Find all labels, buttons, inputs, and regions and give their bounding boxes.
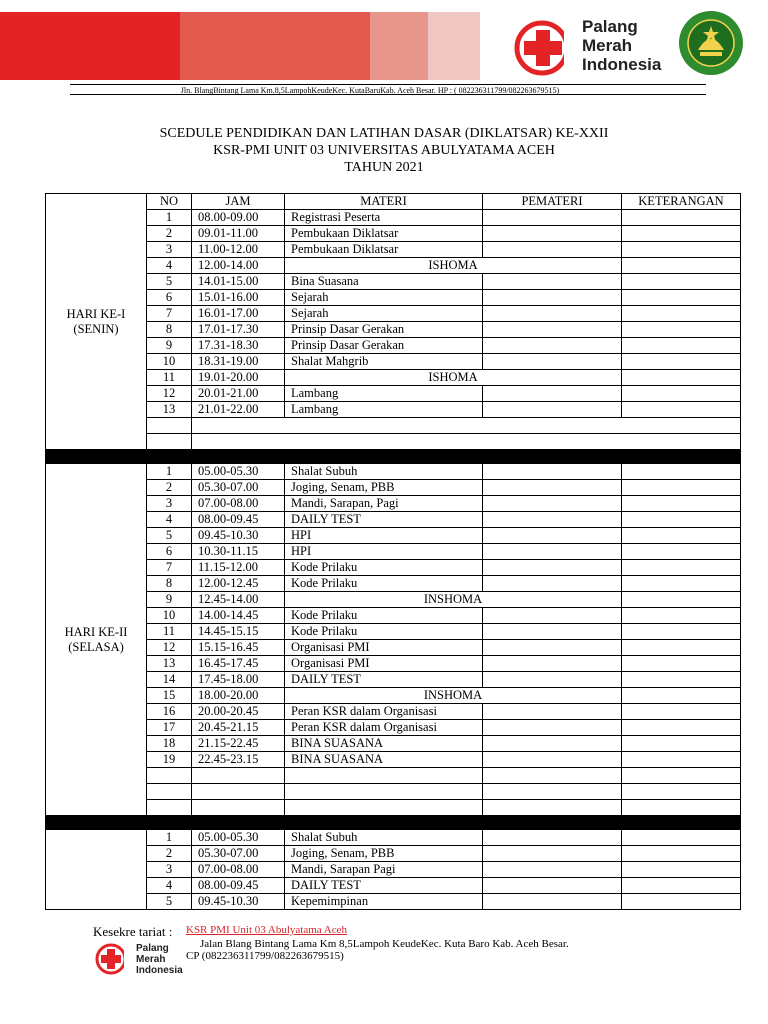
cell-pemateri bbox=[483, 528, 622, 544]
column-header-no: NO bbox=[147, 194, 192, 210]
cell-pemateri bbox=[483, 290, 622, 306]
header-band-salmon bbox=[370, 12, 428, 80]
cell-empty bbox=[483, 784, 622, 800]
cell-jam: 21.15-22.45 bbox=[192, 736, 285, 752]
day-separator bbox=[46, 450, 741, 464]
cell-no: 1 bbox=[147, 464, 192, 480]
cell-jam: 08.00-09.00 bbox=[192, 210, 285, 226]
cell-keterangan bbox=[622, 210, 741, 226]
day-label-title: HARI KE-I bbox=[66, 306, 126, 321]
table-row bbox=[46, 720, 741, 736]
footer-address: Jalan Blang Bintang Lama Km 8,5Lampoh KeudeKec. Kuta Baro Kab. Aceh Besar. bbox=[200, 938, 569, 950]
header-band-coral bbox=[180, 12, 370, 80]
cell-no: 10 bbox=[147, 608, 192, 624]
cell-materi: BINA SUASANA bbox=[285, 736, 483, 752]
table-row bbox=[46, 704, 741, 720]
cell-no: 8 bbox=[147, 322, 192, 338]
cell-materi: BINA SUASANA bbox=[285, 752, 483, 768]
column-header-keterangan: KETERANGAN bbox=[622, 194, 741, 210]
cell-keterangan bbox=[622, 386, 741, 402]
cell-empty bbox=[147, 768, 192, 784]
pmi-logo-text-1: Palang bbox=[582, 17, 638, 36]
table-row bbox=[46, 290, 741, 306]
cell-jam: 14.01-15.00 bbox=[192, 274, 285, 290]
cell-jam: 09.01-11.00 bbox=[192, 226, 285, 242]
cell-materi: Mandi, Sarapan Pagi bbox=[285, 862, 483, 878]
cell-no: 2 bbox=[147, 480, 192, 496]
university-seal-icon bbox=[678, 10, 744, 76]
cell-pemateri bbox=[483, 512, 622, 528]
cell-keterangan bbox=[622, 704, 741, 720]
footer-contact: CP (082236311799/082263679515) bbox=[186, 950, 344, 962]
cell-no: 3 bbox=[147, 496, 192, 512]
cell-keterangan bbox=[622, 608, 741, 624]
cell-no: 3 bbox=[147, 862, 192, 878]
cell-break: ISHOMA bbox=[285, 258, 622, 274]
pmi-logo-text-2: Merah bbox=[582, 36, 633, 55]
cell-keterangan bbox=[622, 370, 741, 386]
cell-keterangan bbox=[622, 640, 741, 656]
footer-label: Kesekre tariat : bbox=[93, 924, 173, 939]
cell-materi: Joging, Senam, PBB bbox=[285, 846, 483, 862]
cell-no: 11 bbox=[147, 624, 192, 640]
cell-pemateri bbox=[483, 386, 622, 402]
cell-jam: 20.00-20.45 bbox=[192, 704, 285, 720]
column-header-pemateri: PEMATERI bbox=[483, 194, 622, 210]
table-row bbox=[46, 242, 741, 258]
cell-materi: Prinsip Dasar Gerakan bbox=[285, 322, 483, 338]
cell-break: ISHOMA bbox=[285, 370, 622, 386]
cell-materi: Kode Prilaku bbox=[285, 576, 483, 592]
cell-pemateri bbox=[483, 830, 622, 846]
table-row bbox=[46, 258, 741, 274]
cell-pemateri bbox=[483, 322, 622, 338]
table-row bbox=[46, 688, 741, 704]
cell-jam: 15.15-16.45 bbox=[192, 640, 285, 656]
cell-no: 8 bbox=[147, 576, 192, 592]
cell-no: 11 bbox=[147, 370, 192, 386]
cell-jam: 08.00-09.45 bbox=[192, 878, 285, 894]
cell-materi: Kepemimpinan bbox=[285, 894, 483, 910]
cell-no: 2 bbox=[147, 846, 192, 862]
cell-pemateri bbox=[483, 878, 622, 894]
table-row bbox=[46, 338, 741, 354]
cell-keterangan bbox=[622, 720, 741, 736]
cell-empty bbox=[192, 768, 285, 784]
day-label-weekday: (SENIN) bbox=[73, 321, 119, 336]
cell-keterangan bbox=[622, 688, 741, 704]
cell-empty bbox=[622, 800, 741, 816]
page-subtitle: KSR-PMI UNIT 03 UNIVERSITAS ABULYATAMA ACEH bbox=[213, 143, 555, 158]
cell-keterangan bbox=[622, 528, 741, 544]
cell-pemateri bbox=[483, 752, 622, 768]
cell-keterangan bbox=[622, 402, 741, 418]
cell-keterangan bbox=[622, 226, 741, 242]
cell-no: 6 bbox=[147, 544, 192, 560]
pmi-logo bbox=[512, 18, 672, 78]
table-row bbox=[46, 736, 741, 752]
footer-logo-text-1: Palang bbox=[136, 943, 169, 954]
footer-logo-text-3: Indonesia bbox=[136, 965, 183, 976]
cell-jam: 09.45-10.30 bbox=[192, 894, 285, 910]
cell-empty bbox=[285, 800, 483, 816]
cell-keterangan bbox=[622, 894, 741, 910]
cell-no: 4 bbox=[147, 258, 192, 274]
table-row bbox=[46, 830, 741, 846]
cell-keterangan bbox=[622, 878, 741, 894]
cell-keterangan bbox=[622, 560, 741, 576]
separator-bar bbox=[46, 450, 741, 464]
cell-materi: Shalat Mahgrib bbox=[285, 354, 483, 370]
table-row bbox=[46, 480, 741, 496]
cell-keterangan bbox=[622, 496, 741, 512]
cell-materi: Registrasi Peserta bbox=[285, 210, 483, 226]
empty-row bbox=[46, 784, 741, 800]
cell-materi: Kode Prilaku bbox=[285, 624, 483, 640]
cell-pemateri bbox=[483, 338, 622, 354]
cell-no: 13 bbox=[147, 402, 192, 418]
cell-jam: 16.01-17.00 bbox=[192, 306, 285, 322]
cell-jam: 21.01-22.00 bbox=[192, 402, 285, 418]
cell-no: 14 bbox=[147, 672, 192, 688]
cell-materi: Organisasi PMI bbox=[285, 640, 483, 656]
table-row bbox=[46, 846, 741, 862]
cell-jam: 20.01-21.00 bbox=[192, 386, 285, 402]
cell-jam: 07.00-08.00 bbox=[192, 496, 285, 512]
cell-pemateri bbox=[483, 306, 622, 322]
table-row bbox=[46, 210, 741, 226]
cell-no bbox=[147, 434, 192, 450]
cell-jam: 12.00-12.45 bbox=[192, 576, 285, 592]
cell-materi: Joging, Senam, PBB bbox=[285, 480, 483, 496]
cell-pemateri bbox=[483, 656, 622, 672]
cell-no: 7 bbox=[147, 560, 192, 576]
cell-materi: Organisasi PMI bbox=[285, 656, 483, 672]
table-row bbox=[46, 306, 741, 322]
day-label bbox=[46, 830, 147, 910]
cell-pemateri bbox=[483, 862, 622, 878]
footer-pmi-logo bbox=[94, 942, 194, 976]
cell-break: INSHOMA bbox=[285, 688, 622, 704]
cell-pemateri bbox=[483, 846, 622, 862]
cell-pemateri bbox=[483, 210, 622, 226]
table-row bbox=[46, 656, 741, 672]
cell-empty bbox=[483, 768, 622, 784]
table-row bbox=[46, 672, 741, 688]
cell-materi: DAILY TEST bbox=[285, 512, 483, 528]
cell-materi: Lambang bbox=[285, 402, 483, 418]
page-year: TAHUN 2021 bbox=[344, 160, 424, 175]
header-band-red bbox=[0, 12, 180, 80]
cell-materi: Shalat Subuh bbox=[285, 464, 483, 480]
cell-keterangan bbox=[622, 290, 741, 306]
cell-materi: Peran KSR dalam Organisasi bbox=[285, 704, 483, 720]
cell-jam: 14.00-14.45 bbox=[192, 608, 285, 624]
column-header-materi: MATERI bbox=[285, 194, 483, 210]
table-row bbox=[46, 370, 741, 386]
cell-pemateri bbox=[483, 402, 622, 418]
cell-empty bbox=[622, 784, 741, 800]
cell-pemateri bbox=[483, 242, 622, 258]
table-row bbox=[46, 752, 741, 768]
cell-empty bbox=[147, 800, 192, 816]
cell-no: 17 bbox=[147, 720, 192, 736]
cell-pemateri bbox=[483, 464, 622, 480]
cell-jam: 05.00-05.30 bbox=[192, 830, 285, 846]
cell-pemateri bbox=[483, 608, 622, 624]
cell-no: 3 bbox=[147, 242, 192, 258]
cell-materi: Pembukaan Diklatsar bbox=[285, 226, 483, 242]
footer-logo-text-2: Merah bbox=[136, 954, 166, 965]
cell-keterangan bbox=[622, 322, 741, 338]
cell-no: 16 bbox=[147, 704, 192, 720]
day-label bbox=[46, 464, 147, 816]
empty-row bbox=[46, 768, 741, 784]
cell-empty bbox=[622, 768, 741, 784]
cell-materi: Shalat Subuh bbox=[285, 830, 483, 846]
day-label bbox=[46, 194, 147, 450]
cell-jam: 15.01-16.00 bbox=[192, 290, 285, 306]
table-row bbox=[46, 894, 741, 910]
cell-pemateri bbox=[483, 624, 622, 640]
cell-no: 13 bbox=[147, 656, 192, 672]
table-row bbox=[46, 402, 741, 418]
table-row bbox=[46, 640, 741, 656]
cell-jam: 05.00-05.30 bbox=[192, 464, 285, 480]
cell-empty bbox=[483, 800, 622, 816]
cell-jam: 18.00-20.00 bbox=[192, 688, 285, 704]
university-seal bbox=[678, 10, 744, 76]
cell-jam: 12.45-14.00 bbox=[192, 592, 285, 608]
table-row bbox=[46, 544, 741, 560]
cell-pemateri bbox=[483, 640, 622, 656]
cell-materi: Lambang bbox=[285, 386, 483, 402]
cell-keterangan bbox=[622, 862, 741, 878]
cell-keterangan bbox=[622, 846, 741, 862]
cell-materi: Kode Prilaku bbox=[285, 560, 483, 576]
cell-jam: 17.01-17.30 bbox=[192, 322, 285, 338]
pmi-logo-text-3: Indonesia bbox=[582, 55, 662, 74]
cell-pemateri bbox=[483, 736, 622, 752]
cell-jam: 19.01-20.00 bbox=[192, 370, 285, 386]
cell-jam: 11.15-12.00 bbox=[192, 560, 285, 576]
cell-materi: Kode Prilaku bbox=[285, 608, 483, 624]
cell-no: 4 bbox=[147, 512, 192, 528]
day-label-title: HARI KE-II bbox=[64, 624, 128, 639]
cell-keterangan bbox=[622, 624, 741, 640]
table-row bbox=[46, 878, 741, 894]
footer-red-cross-icon bbox=[94, 942, 132, 976]
table-row bbox=[46, 608, 741, 624]
cell-no: 5 bbox=[147, 274, 192, 290]
cell-jam: 12.00-14.00 bbox=[192, 258, 285, 274]
cell-keterangan bbox=[622, 512, 741, 528]
cell-break: INSHOMA bbox=[285, 592, 622, 608]
cell-materi: Sejarah bbox=[285, 306, 483, 322]
cell-jam: 05.30-07.00 bbox=[192, 480, 285, 496]
cell-no: 10 bbox=[147, 354, 192, 370]
schedule-table bbox=[45, 193, 741, 910]
cell-no: 12 bbox=[147, 640, 192, 656]
table-row bbox=[46, 496, 741, 512]
cell-pemateri bbox=[483, 480, 622, 496]
cell-no: 5 bbox=[147, 528, 192, 544]
table-row bbox=[46, 528, 741, 544]
cell-jam: 10.30-11.15 bbox=[192, 544, 285, 560]
cell-keterangan bbox=[622, 480, 741, 496]
cell-jam: 18.31-19.00 bbox=[192, 354, 285, 370]
cell-pemateri bbox=[483, 544, 622, 560]
cell-no: 19 bbox=[147, 752, 192, 768]
cell-keterangan bbox=[622, 736, 741, 752]
cell-jam: 14.45-15.15 bbox=[192, 624, 285, 640]
cell-jam: 11.00-12.00 bbox=[192, 242, 285, 258]
red-cross-icon bbox=[512, 18, 576, 78]
table-row bbox=[46, 322, 741, 338]
cell-jam: 20.45-21.15 bbox=[192, 720, 285, 736]
cell-keterangan bbox=[622, 258, 741, 274]
cell-no bbox=[147, 418, 192, 434]
cell-no: 12 bbox=[147, 386, 192, 402]
cell-pemateri bbox=[483, 226, 622, 242]
cell-keterangan bbox=[622, 544, 741, 560]
cell-jam: 08.00-09.45 bbox=[192, 512, 285, 528]
cell-keterangan bbox=[622, 338, 741, 354]
day-separator bbox=[46, 816, 741, 830]
cell-no: 9 bbox=[147, 592, 192, 608]
table-row bbox=[46, 226, 741, 242]
cell-jam: 09.45-10.30 bbox=[192, 528, 285, 544]
cell-keterangan bbox=[622, 656, 741, 672]
cell-merged bbox=[192, 434, 741, 450]
cell-materi: DAILY TEST bbox=[285, 672, 483, 688]
cell-no: 1 bbox=[147, 830, 192, 846]
cell-empty bbox=[147, 784, 192, 800]
cell-no: 15 bbox=[147, 688, 192, 704]
day-label-weekday: (SELASA) bbox=[68, 639, 124, 654]
cell-keterangan bbox=[622, 592, 741, 608]
cell-pemateri bbox=[483, 704, 622, 720]
cell-no: 7 bbox=[147, 306, 192, 322]
cell-keterangan bbox=[622, 274, 741, 290]
table-row bbox=[46, 592, 741, 608]
cell-jam: 05.30-07.00 bbox=[192, 846, 285, 862]
table-row bbox=[46, 624, 741, 640]
table-row bbox=[46, 560, 741, 576]
cell-pemateri bbox=[483, 576, 622, 592]
cell-jam: 22.45-23.15 bbox=[192, 752, 285, 768]
cell-merged bbox=[192, 418, 741, 434]
table-row bbox=[46, 354, 741, 370]
cell-jam: 17.31-18.30 bbox=[192, 338, 285, 354]
page-title: SCEDULE PENDIDIKAN DAN LATIHAN DASAR (DIKLATSAR) KE-XXII bbox=[159, 126, 609, 141]
cell-materi: Pembukaan Diklatsar bbox=[285, 242, 483, 258]
table-row bbox=[46, 512, 741, 528]
table-header-row bbox=[46, 194, 741, 210]
cell-materi: HPI bbox=[285, 544, 483, 560]
cell-materi: Peran KSR dalam Organisasi bbox=[285, 720, 483, 736]
header-band-pink bbox=[428, 12, 480, 80]
cell-no: 9 bbox=[147, 338, 192, 354]
cell-no: 6 bbox=[147, 290, 192, 306]
separator-bar bbox=[46, 816, 741, 830]
cell-pemateri bbox=[483, 560, 622, 576]
cell-no: 5 bbox=[147, 894, 192, 910]
cell-empty bbox=[192, 800, 285, 816]
cell-materi: Bina Suasana bbox=[285, 274, 483, 290]
cell-keterangan bbox=[622, 672, 741, 688]
table-row bbox=[46, 862, 741, 878]
cell-keterangan bbox=[622, 464, 741, 480]
cell-materi: DAILY TEST bbox=[285, 878, 483, 894]
cell-pemateri bbox=[483, 496, 622, 512]
cell-pemateri bbox=[483, 354, 622, 370]
table-row bbox=[46, 464, 741, 480]
cell-keterangan bbox=[622, 576, 741, 592]
cell-empty bbox=[192, 784, 285, 800]
table-row bbox=[46, 274, 741, 290]
cell-keterangan bbox=[622, 306, 741, 322]
cell-materi: Mandi, Sarapan, Pagi bbox=[285, 496, 483, 512]
cell-jam: 17.45-18.00 bbox=[192, 672, 285, 688]
cell-jam: 16.45-17.45 bbox=[192, 656, 285, 672]
cell-materi: HPI bbox=[285, 528, 483, 544]
empty-row bbox=[46, 800, 741, 816]
cell-pemateri bbox=[483, 672, 622, 688]
cell-pemateri bbox=[483, 894, 622, 910]
cell-pemateri bbox=[483, 720, 622, 736]
header-address: Jln. BlangBintang Lama Km.8,5LampohKeudeKec. KutaBaruKab. Aceh Besar. HP : ( 082236311799/082263679515) bbox=[180, 86, 560, 95]
column-header-jam: JAM bbox=[192, 194, 285, 210]
empty-row bbox=[46, 434, 741, 450]
cell-no: 1 bbox=[147, 210, 192, 226]
empty-row bbox=[46, 418, 741, 434]
cell-materi: Prinsip Dasar Gerakan bbox=[285, 338, 483, 354]
cell-empty bbox=[285, 768, 483, 784]
footer-link[interactable]: KSR PMI Unit 03 Abulyatama Aceh bbox=[186, 924, 348, 936]
cell-keterangan bbox=[622, 242, 741, 258]
cell-no: 18 bbox=[147, 736, 192, 752]
cell-materi: Sejarah bbox=[285, 290, 483, 306]
table-row bbox=[46, 386, 741, 402]
cell-empty bbox=[285, 784, 483, 800]
table-row bbox=[46, 576, 741, 592]
cell-jam: 07.00-08.00 bbox=[192, 862, 285, 878]
cell-keterangan bbox=[622, 830, 741, 846]
cell-no: 2 bbox=[147, 226, 192, 242]
cell-keterangan bbox=[622, 752, 741, 768]
cell-keterangan bbox=[622, 354, 741, 370]
cell-no: 4 bbox=[147, 878, 192, 894]
cell-pemateri bbox=[483, 274, 622, 290]
